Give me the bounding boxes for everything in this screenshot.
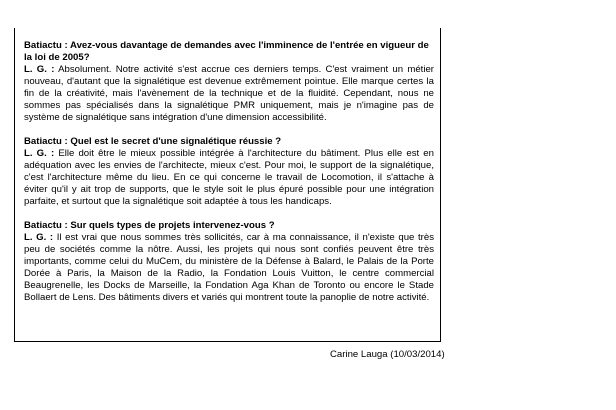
speaker-label: L. G. : <box>24 232 54 243</box>
speaker-label: L. G. : <box>24 64 55 75</box>
answer-text: Il est vrai que nous sommes très sollicités, car à ma connaissance, il n'existe que très peu de sociétés comme la nôtre. Aussi, les projets qui nous sont confiés peuvent être très importants, comme celui du MuCem, du ministère de la Défense à Balard, le Palais de la Porte Dorée à Paris, la Maison de la Radio, la Fondation Louis Vuitton, le centre commercial Beaugrenelle, les Docks de Marseille, la Fondation Aga Khan de Toronto ou encore le Stade Bollaert de Lens. Des bâtiments divers et variés qui montrent toute la panoplie de notre activité. <box>24 232 434 303</box>
author-signature: Carine Lauga (10/03/2014) <box>330 349 445 360</box>
answer-text: Elle doit être le mieux possible intégrée à l'architecture du bâtiment. Plus elle est en adéquation avec les envies de l'architecte, mieux c'est. Pour moi, le support de la signalétique, c'est l'architecture même du lieu. En ce qui concerne le travail de Locomotion, il s'attache à éviter qu'il y ait trop de supports, que le style soit le plus épuré possible pour une intégration parfaite, et surtout que la signalétique soit adaptée à tous les handicaps. <box>24 148 434 207</box>
interview-body <box>24 40 434 316</box>
question: Batiactu : Sur quels types de projets intervenez-vous ? <box>24 220 275 231</box>
speaker-label: L. G. : <box>24 148 55 159</box>
answer <box>24 148 434 208</box>
question: Batiactu : Quel est le secret d'une signalétique réussie ? <box>24 136 282 147</box>
qa-block-3 <box>24 220 434 304</box>
answer <box>24 64 434 124</box>
qa-block-2 <box>24 136 434 208</box>
answer-text: Absolument. Notre activité s'est accrue ces derniers temps. C'est vraiment un métier nouveau, d'autant que la signalétique est devenue extrêmement pointue. Elle marque certes la fin de la créativité, mais l'avènement de la technique et de la fluidité. Cependant, nous ne sommes pas spécialisés dans la signalétique PMR uniquement, mais je n'imagine pas de système de signalétique sans intégration d'une dimension accessibilité. <box>24 64 434 123</box>
answer <box>24 232 434 304</box>
question: Batiactu : Avez-vous davantage de demandes avec l'imminence de l'entrée en vigueur de la loi de 2005? <box>24 40 429 63</box>
qa-block-1 <box>24 40 434 124</box>
